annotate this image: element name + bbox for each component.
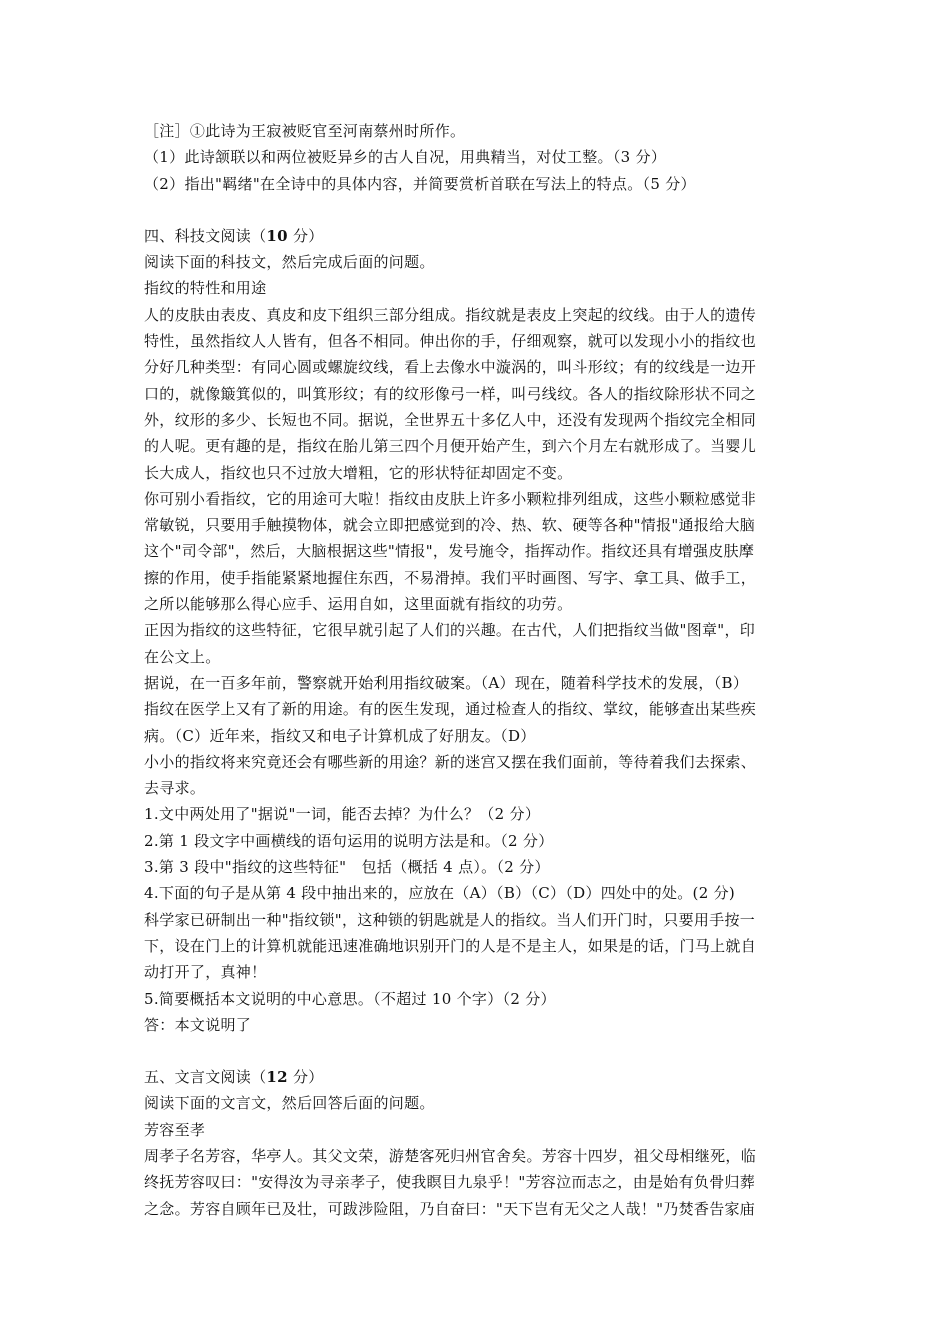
section4-instruction: 阅读下面的科技文，然后完成后面的问题。 (144, 253, 435, 272)
section4-question: 科学家已研制出一种"指纹锁"，这种锁的钥匙就是人的指纹。当人们开门时，只要用手按一 (144, 910, 756, 929)
section4-text-line: 这个"司令部"，然后，大脑根据这些"情报"，发号施令，指挥动作。指纹还具有增强皮肤摩 (144, 542, 755, 561)
section4-heading (144, 223, 808, 249)
section4-text-line: 分好几种类型：有同心圆或螺旋纹线，看上去像水中漩涡的，叫斗形纹；有的纹线是一边开 (144, 358, 757, 377)
section4-text-line: 在公文上。 (144, 647, 221, 666)
section4-text-line: 的人呢。更有趣的是，指纹在胎儿第三四个月便开始产生，到六个月左右就形成了。当婴儿 (144, 437, 757, 456)
section4-text-line: 你可别小看指纹，它的用途可大啦！指纹由皮肤上许多小颗粒排列组成，这些小颗粒感觉非 (144, 489, 757, 508)
section5-text-line: 终抚芳容叹曰："安得汝为寻亲孝子，使我瞑目九泉乎！"芳容泣而志之，由是始有负骨归葬 (144, 1173, 756, 1192)
section-gap (144, 1038, 808, 1064)
section4-question: 3.第 3 段中"指纹的这些特征" 包括（概括 4 点）。（2 分） (144, 858, 550, 877)
section5-heading (144, 1064, 808, 1090)
section-gap (144, 197, 808, 223)
section5-heading-prefix: 五、文言文阅读（ (144, 1068, 267, 1087)
section4-text-line: 正因为指纹的这些特征，它很早就引起了人们的兴趣。在古代，人们把指纹当做"图章"，印 (144, 621, 756, 640)
section4-question: 2.第 1 段文字中画横线的语句运用的说明方法是和。（2 分） (144, 831, 554, 850)
section4-text-line: 常敏锐，只要用手触摸物体，就会立即把感觉到的冷、热、软、硬等各种"情报"通报给大脑 (144, 516, 756, 535)
section4-article-title: 指纹的特性和用途 (144, 279, 267, 298)
section5-text-line: 之念。芳容自顾年已及壮，可跋涉险阻，乃自奋曰："天下岂有无父之人哉！"乃焚香告家庙 (144, 1199, 756, 1218)
section5-text-line: 周孝子名芳容，华亭人。其父文荣，游楚客死归州官舍矣。芳容十四岁，祖父母相继死，临 (144, 1146, 757, 1165)
poem-question-1: （1）此诗颔联以和两位被贬异乡的古人自况，用典精当，对仗工整。（3 分） (144, 148, 667, 167)
section4-text-line: 病。（C）近年来，指纹又和电子计算机成了好朋友。（D） (144, 726, 536, 745)
section4-text-line: 人的皮肤由表皮、真皮和皮下组织三部分组成。指纹就是表皮上突起的纹线。由于人的遗传 (144, 305, 757, 324)
exam-page (144, 118, 808, 1222)
section5-heading-suffix: 分） (287, 1068, 324, 1087)
section4-question: 5.简要概括本文说明的中心意思。（不超过 10 个字）（2 分） (144, 989, 556, 1008)
section4-answer-line: 答：本文说明了 (144, 1015, 252, 1034)
section4-text-line: 口的，就像簸箕似的，叫箕形纹；有的纹形像弓一样，叫弓线纹。各人的指纹除形状不同之 (144, 384, 757, 403)
section4-text-line: 去寻求。 (144, 779, 206, 798)
poem-note: ［注］①此诗为王寂被贬官至河南蔡州时所作。 (144, 122, 466, 140)
section5-article-title: 芳容至孝 (144, 1120, 206, 1139)
section4-question: 4.下面的句子是从第 4 段中抽出来的，应放在（A）（B）（C）（D）四处中的处。(2 分) (144, 884, 736, 903)
section4-text-line: 擦的作用，使手指能紧紧地握住东西，不易滑掉。我们平时画图、写字、拿工具、做手工， (144, 568, 757, 587)
section4-question: 动打开了，真神！ (144, 963, 267, 982)
section4-text-line: 特性，虽然指纹人人皆有，但各不相同。伸出你的手，仔细观察，就可以发现小小的指纹也 (144, 332, 757, 351)
section4-heading-suffix: 分） (287, 226, 324, 245)
section5-heading-score: 12 (266, 1068, 288, 1087)
section4-text-line: 长大成人，指纹也只不过放大增粗，它的形状特征却固定不变。 (144, 463, 573, 482)
section4-text-line: 之所以能够那么得心应手、运用自如，这里面就有指纹的功劳。 (144, 595, 573, 614)
section4-text-line: 外，纹形的多少、长短也不同。据说，全世界五十多亿人中，还没有发现两个指纹完全相同 (144, 410, 757, 429)
section5-instruction: 阅读下面的文言文，然后回答后面的问题。 (144, 1094, 435, 1113)
section4-text-line: 据说，在一百多年前，警察就开始利用指纹破案。（A）现在，随着科学技术的发展，（B） (144, 673, 749, 692)
section4-heading-prefix: 四、科技文阅读（ (144, 226, 267, 245)
section4-text-line: 指纹在医学上又有了新的用途。有的医生发现，通过检查人的指纹、掌纹，能够查出某些疾 (144, 700, 757, 719)
section4-question: 下，设在门上的计算机就能迅速准确地识别开门的人是不是主人，如果是的话，门马上就自 (144, 936, 757, 955)
poem-question-2: （2）指出"羁绪"在全诗中的具体内容，并简要赏析首联在写法上的特点。（5 分） (144, 174, 696, 193)
section4-text-line: 小小的指纹将来究竟还会有哪些新的用途？新的迷宫又摆在我们面前，等待着我们去探索、 (144, 752, 757, 771)
section4-question: 1.文中两处用了"据说"一词，能否去掉？为什么？（2 分） (144, 805, 541, 824)
section4-heading-score: 10 (266, 226, 288, 245)
